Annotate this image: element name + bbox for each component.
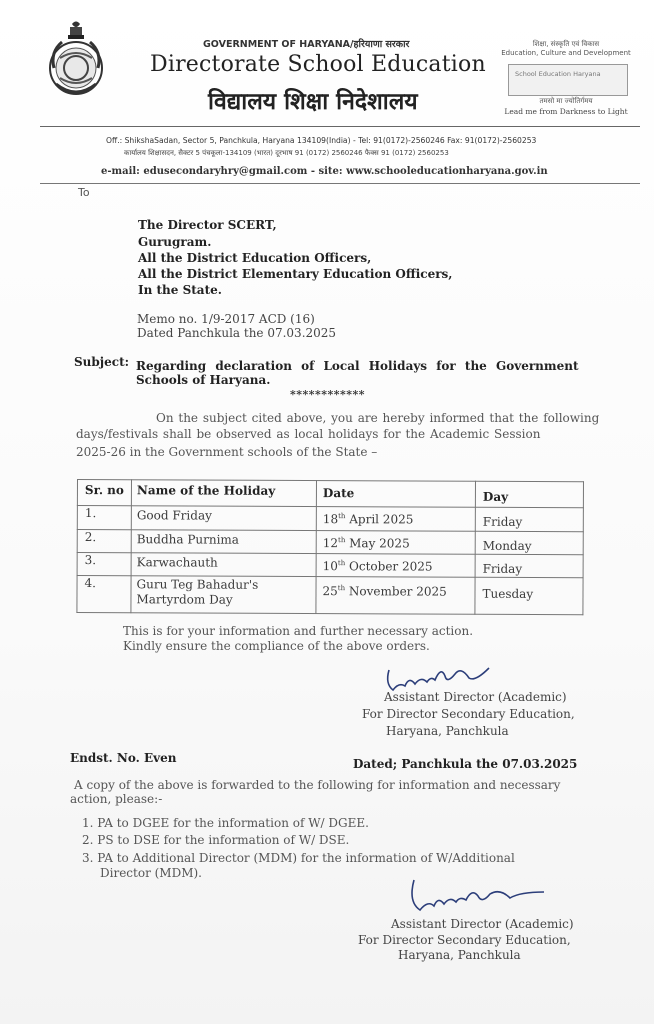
email-link[interactable]: edusecondaryhry@gmail.com	[143, 166, 308, 177]
closing-text: This is for your information and further necessary action.	[123, 624, 474, 638]
signature1-place: Haryana, Panchkula	[386, 724, 509, 738]
copy-list-item: 1. PA to DGEE for the information of W/ DGEE.	[82, 816, 369, 830]
table-row-day: Monday	[482, 538, 532, 553]
table-header: Sr. no	[84, 483, 124, 498]
government-line: GOVERNMENT OF HARYANA/हरियाणा सरकार	[203, 39, 410, 50]
header-divider	[40, 126, 640, 127]
table-row-sr: 1.	[84, 506, 97, 521]
table-row-day: Friday	[482, 514, 523, 529]
signature1-for-line: For Director Secondary Education,	[362, 707, 575, 721]
endorsement-date: Dated; Panchkula the 07.03.2025	[353, 757, 578, 771]
table-row-sr: 4.	[84, 576, 97, 591]
table-row-holiday: Karwachauth	[136, 555, 218, 570]
table-row-day: Tuesday	[482, 586, 534, 601]
site-label: - site:	[310, 166, 343, 177]
site-link[interactable]: www.schooleducationharyana.gov.in	[346, 166, 548, 177]
endorsement-number: Endst. No. Even	[70, 751, 177, 765]
copy-list-item: 2. PS to DSE for the information of W/ DSE.	[82, 833, 350, 847]
right-logo-caption	[500, 40, 632, 58]
department-title-hindi: विद्यालय शिक्षा निदेशालय	[208, 89, 418, 115]
copy-text: A copy of the above is forwarded to the following for information and necessary	[74, 778, 561, 792]
table-header: Date	[322, 486, 355, 501]
table-border	[474, 481, 476, 615]
table-row-holiday-cont: Martyrdom Day	[136, 592, 233, 607]
addressee-line: All the District Education Officers,	[138, 251, 372, 265]
table-border	[130, 479, 132, 613]
table-row-holiday: Buddha Purnima	[136, 532, 240, 547]
table-header: Name of the Holiday	[136, 483, 276, 498]
table-row-date: 25th November 2025	[322, 584, 447, 599]
table-header: Day	[482, 489, 509, 504]
email-label: e-mail:	[101, 166, 140, 177]
state-emblem-icon	[46, 18, 106, 98]
right-motto: Lead me from Darkness to Light	[504, 107, 628, 116]
addressee-line: All the District Elementary Education Officers,	[138, 267, 453, 281]
subject-line: Regarding declaration of Local Holidays for the Government	[136, 359, 579, 373]
copy-list-item: 3. PA to Additional Director (MDM) for the information of W/Additional	[82, 851, 515, 865]
holiday-table	[76, 479, 584, 615]
office-address: Off.: ShikshaSadan, Sector 5, Panchkula, Haryana 134109(India) - Tel: 91(0172)-2560246 Fax: 91(0172)-2560253	[106, 136, 537, 145]
right-logo-block	[500, 40, 632, 120]
signature-mark-icon	[404, 876, 554, 916]
right-hindi-caption: शिक्षा, संस्कृति एवं विकास	[532, 40, 600, 48]
memo-date: Dated Panchkula the 07.03.2025	[137, 326, 337, 340]
right-motto-hindi: तमसो मा ज्योतिर्गमय	[539, 97, 593, 105]
table-border	[76, 612, 583, 615]
table-border	[582, 481, 584, 615]
department-title: Directorate School Education	[150, 52, 486, 77]
table-row-date: 10th October 2025	[322, 559, 433, 574]
closing-text: Kindly ensure the compliance of the above orders.	[123, 639, 430, 653]
table-row-holiday: Good Friday	[136, 508, 212, 523]
addressee-line: The Director SCERT,	[138, 218, 277, 232]
signature2-for-line: For Director Secondary Education,	[358, 933, 571, 947]
table-row-holiday: Guru Teg Bahadur's	[136, 577, 259, 592]
table-row-day: Friday	[482, 561, 523, 576]
right-logo-box	[508, 64, 628, 96]
subject-line: Schools of Haryana.	[136, 373, 271, 387]
contact-divider	[40, 183, 640, 184]
right-logo-text: School Education Haryana	[515, 70, 601, 78]
body-text: 2025-26 in the Government schools of the State –	[76, 445, 378, 459]
table-border	[77, 479, 584, 482]
table-row-sr: 2.	[84, 530, 97, 545]
right-english-caption: Education, Culture and Development	[501, 49, 631, 57]
body-text: On the subject cited above, you are hereby informed that the following	[156, 411, 600, 425]
contact-line	[101, 166, 548, 177]
subject-label: Subject:	[74, 355, 130, 369]
copy-text: action, please:-	[70, 792, 163, 806]
table-row-date: 12th May 2025	[322, 536, 410, 551]
to-label: To	[78, 186, 90, 199]
memo-number: Memo no. 1/9-2017 ACD (16)	[137, 312, 315, 326]
copy-list-item: Director (MDM).	[100, 866, 202, 880]
table-border	[315, 480, 317, 614]
table-row-sr: 3.	[84, 553, 97, 568]
body-text: days/festivals shall be observed as local holidays for the Academic Session	[76, 427, 541, 441]
addressee-line: Gurugram.	[138, 235, 212, 249]
separator-stars: ************	[290, 388, 366, 401]
office-address-hindi: कार्यालय शिक्षासदन, सैक्टर 5 पंचकूला-134109 (भारत) दूरभाष 91 (0172) 2560246 फैक्स 91 (0172) 2560253	[124, 149, 449, 157]
addressee-line: In the State.	[138, 283, 222, 297]
table-border	[76, 479, 78, 613]
signature1-designation: Assistant Director (Academic)	[384, 690, 567, 704]
signature2-designation: Assistant Director (Academic)	[391, 917, 574, 931]
table-row-date: 18th April 2025	[322, 512, 414, 527]
signature2-place: Haryana, Panchkula	[398, 948, 521, 962]
